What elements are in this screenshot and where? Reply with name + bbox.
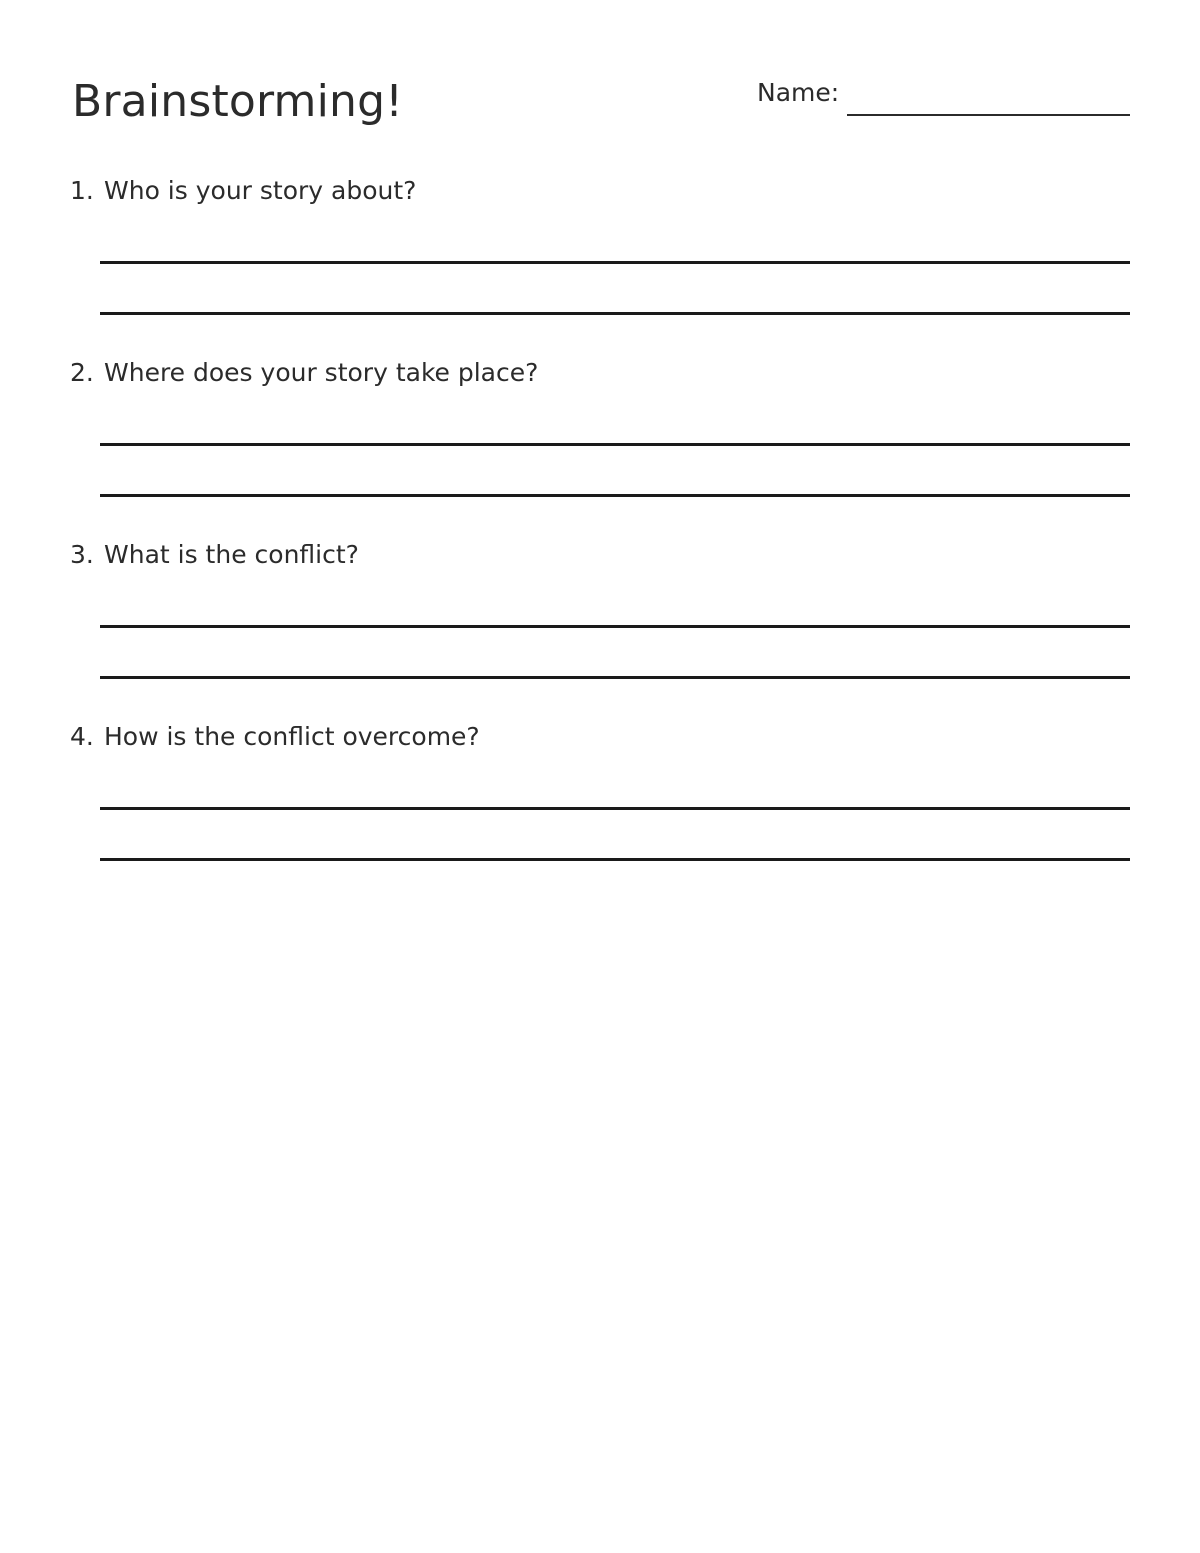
answer-line[interactable]: [100, 807, 1130, 810]
question-prompt: Where does your story take place?: [104, 358, 539, 387]
answer-line[interactable]: [100, 261, 1130, 264]
question-number: 4.: [70, 722, 94, 751]
question-text: [70, 538, 359, 572]
question-prompt: Who is your story about?: [104, 176, 417, 205]
question-text: [70, 720, 480, 754]
answer-line[interactable]: [100, 443, 1130, 446]
answer-line[interactable]: [100, 625, 1130, 628]
question-number: 1.: [70, 176, 94, 205]
question-prompt: How is the conflict overcome?: [104, 722, 480, 751]
question-text: [70, 356, 538, 390]
page-title: Brainstorming!: [72, 76, 404, 127]
question-prompt: What is the conflict?: [104, 540, 359, 569]
question-number: 2.: [70, 358, 94, 387]
question-text: [70, 174, 416, 208]
answer-line[interactable]: [100, 858, 1130, 861]
answer-line[interactable]: [100, 494, 1130, 497]
name-label: Name:: [757, 78, 840, 107]
name-field[interactable]: [847, 114, 1130, 116]
question-number: 3.: [70, 540, 94, 569]
name-field-group: [757, 77, 1130, 119]
answer-line[interactable]: [100, 676, 1130, 679]
answer-line[interactable]: [100, 312, 1130, 315]
